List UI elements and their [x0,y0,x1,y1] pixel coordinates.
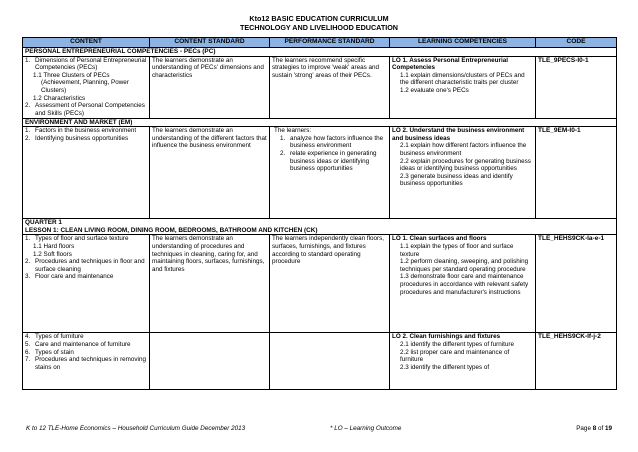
performance-standard-cell: The learners recommend specific strategies to improve 'weak' areas and sustain 'strong' areas of their PECs. [270,56,390,118]
section-title: ENVIRONMENT AND MARKET (EM) [23,118,617,127]
list-item: 1.1 Three Clusters of PECs [33,71,110,79]
footer-note: * LO – Learning Outcome [330,425,402,432]
content-cell [23,56,150,118]
performance-standard-cell [270,127,390,219]
learning-outcome-title: LO 2. Understand the business environment and business ideas [392,127,525,142]
table-header-row [23,38,617,48]
content-standard-cell: The learners demonstrate an understanding of procedures and techniques in cleaning, caring for, and maintaining floors, surfaces, furnishings, and fixtures [150,235,270,333]
content-cell [23,127,150,219]
list-item: 2.1 explain how different factors influence the business environment [400,142,527,157]
header-title: Kto12 BASIC EDUCATION CURRICULUM [249,14,389,23]
list-item: 1.1 explain dimensions/clusters of PECs and the different characteristic traits per cluster [400,71,525,87]
list-item: 2. relate experience in generating business ideas or identifying business opportunities [280,149,377,173]
list-item: 2.2 list proper care and maintenance of furniture [400,348,510,364]
section-title: PERSONAL ENTREPRENEURIAL COMPETENCIES - PECs (PC) [23,48,617,57]
list-item: 3. Floor care and maintenance [25,273,114,281]
code-cell: TLE_HEHS9CK-Ia-e-1 [536,235,617,333]
content-cell [23,235,150,333]
content-cell [23,333,150,390]
list-item: 1.2 perform cleaning, sweeping, and polishing techniques per standard operating procedure [400,258,529,273]
list-item: 1. Types of floor and surface texture [25,235,129,243]
column-header: CONTENT [23,38,150,48]
header-subtitle: TECHNOLOGY AND LIVELIHOOD EDUCATION [240,23,398,32]
column-header: CONTENT STANDARD [150,38,270,48]
table-row [23,235,617,333]
quarter-title: QUARTER 1 [25,219,62,227]
content-standard-cell: The learners demonstrate an understanding of the different factors that influence the business environment [150,127,270,219]
list-item: 2. Assessment of Personal Competencies and Skills (PECs) [25,102,145,117]
learning-competencies-cell [390,235,536,333]
learning-competencies-cell [390,333,536,390]
list-item: 1. Factors in the business environment [25,127,137,135]
learning-competencies-cell [390,56,536,118]
column-header: LEARNING COMPETENCIES [390,38,536,48]
performance-standard-cell [270,333,390,390]
list-item: 1.2 evaluate one's PECs [400,86,469,94]
list-item: 1.3 demonstrate floor care and maintenance procedures in accordance with relevant safety procedures and manufacturer's instructions [400,273,529,296]
list-item: 2. Identifying business opportunities [25,134,129,142]
content-standard-cell [150,333,270,390]
lesson-title: LESSON 1: CLEAN LIVING ROOM, DINING ROOM, BEDROOMS, BATHROOM AND KITCHEN (CK) [25,226,318,234]
learning-outcome-title: LO 1. Assess Personal Entrepreneurial Competencies [392,56,508,72]
column-header: CODE [536,38,617,48]
list-item: 1.2 Soft floors [33,250,72,258]
list-item: 1. Dimensions of Personal Entrepreneurial Competencies (PECs) [25,56,147,72]
performance-lead: The learners: [274,127,312,135]
section-row [23,118,617,127]
learning-outcome-title: LO 1. Clean surfaces and floors [392,235,487,243]
list-item: 1.1 Hard floors [33,242,75,250]
table-row [23,56,617,118]
performance-standard-cell: The learners independently clean floors, surfaces, furnishings, and fixtures according to standard operating procedure [270,235,390,333]
code-cell: TLE_9PECS-I0-1 [536,56,617,118]
list-item: 2.1 identify the different types of furniture [400,340,514,348]
list-item: 6. Types of stain [25,348,74,356]
page-number: Page 8 of 19 [576,425,612,432]
section-row [23,219,617,235]
list-item: 2. Procedures and techniques in floor and surface cleaning [25,258,145,273]
column-header: PERFORMANCE STANDARD [270,38,390,48]
content-standard-cell: The learners demonstrate an understanding of PECs' dimensions and characteristics [150,56,270,118]
list-item: 7. Procedures and techniques in removing stains on [25,356,146,371]
list-item: 1.1 explain the types of floor and surface texture [400,242,514,258]
list-item: 5. Care and maintenance of furniture [25,340,131,348]
list-item: 1.2 Characteristics [33,94,86,102]
list-item: 2.3 generate business ideas and identify business opportunities [400,172,513,188]
footer-title: K to 12 TLE-Home Economics – Household Curriculum Guide December 2013 [26,425,246,432]
curriculum-table [22,37,617,390]
table-row [23,333,617,390]
section-row [23,48,617,57]
learning-outcome-title: LO 2. Clean furnishings and fixtures [392,333,501,341]
document-header [0,14,638,32]
list-item: 2.3 identify the different types of [400,363,490,371]
code-cell: TLE_9EM-I0-1 [536,127,617,219]
list-item: 4. Types of furniture [25,333,84,341]
list-item: 2.2 explain procedures for generating business ideas or identifying business opportunities [400,157,531,173]
list-item: (Achievement, Planning, Power Clusters) [41,79,129,94]
code-cell: TLE_HEHS9CK-If-j-2 [536,333,617,390]
table-row [23,127,617,219]
list-item: 1. analyze how factors influence the business environment [280,134,384,150]
learning-competencies-cell [390,127,536,219]
